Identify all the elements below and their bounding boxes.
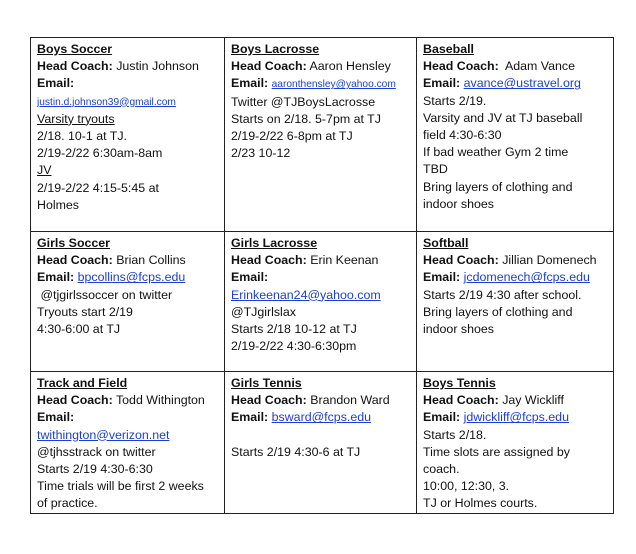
coach-name: Brandon Ward — [310, 393, 390, 408]
sport-title: Boys Lacrosse — [231, 42, 320, 56]
sport-title: Girls Lacrosse — [231, 236, 318, 250]
cell-softball — [417, 232, 614, 372]
info-line: TJ or Holmes courts. — [423, 496, 538, 511]
email-label: Email: — [37, 76, 75, 91]
coach-name: Jay Wickliff — [502, 393, 564, 408]
sports-schedule-table — [30, 37, 614, 514]
email-link[interactable]: bsward@fcps.edu — [271, 410, 372, 425]
info-line: @tjhsstrack on twitter — [37, 444, 156, 459]
email-label: Email: — [231, 270, 269, 285]
info-line: Bring layers of clothing and — [423, 179, 573, 194]
cell-baseball — [417, 38, 614, 232]
cell-girls-lacrosse — [225, 232, 417, 372]
coach-label: Head Coach: — [423, 393, 499, 408]
sport-title: Girls Tennis — [231, 376, 302, 390]
coach-name: Brian Collins — [116, 253, 186, 268]
subheading-varsity: Varsity tryouts — [37, 111, 115, 126]
email-link[interactable]: bpcollins@fcps.edu — [77, 270, 186, 285]
email-label: Email: — [37, 410, 75, 425]
coach-name: Justin Johnson — [116, 59, 199, 74]
info-line: Starts 2/19 4:30-6:30 — [37, 462, 153, 477]
info-line: indoor shoes — [423, 196, 494, 211]
info-line: Holmes — [37, 197, 79, 212]
table-row — [31, 372, 614, 514]
cell-girls-tennis — [225, 372, 417, 514]
info-line: Starts 2/18 10-12 at TJ — [231, 322, 357, 337]
info-line: Starts 2/19. — [423, 93, 487, 108]
info-line: Bring layers of clothing and — [423, 304, 573, 319]
info-line: Time trials will be first 2 weeks — [37, 479, 204, 494]
info-line: @TJgirlslax — [231, 304, 296, 319]
info-line: coach. — [423, 462, 460, 477]
info-line: 2/19-2/22 6:30am-8am — [37, 146, 163, 161]
email-link[interactable]: justin.d.johnson39@gmail.com — [37, 96, 176, 108]
email-label: Email: — [37, 270, 75, 285]
email-label: Email: — [423, 76, 461, 91]
info-line: Tryouts start 2/19 — [37, 304, 133, 319]
email-link[interactable]: jdwickliff@fcps.edu — [463, 410, 569, 425]
cell-boys-tennis — [417, 372, 614, 514]
info-line: 2/19-2/22 4:15-5:45 at — [37, 180, 159, 195]
coach-name: Jillian Domenech — [502, 253, 597, 268]
sport-title: Girls Soccer — [37, 236, 111, 250]
info-line: @tjgirlssoccer on twitter — [37, 287, 173, 302]
coach-label: Head Coach: — [37, 253, 113, 268]
info-line: Starts 2/18. — [423, 427, 487, 442]
email-label: Email: — [231, 410, 269, 425]
cell-boys-lacrosse — [225, 38, 417, 232]
coach-name: Aaron Hensley — [309, 59, 391, 74]
coach-name: Todd Withington — [115, 393, 205, 408]
email-link[interactable]: avance@ustravel.org — [463, 76, 581, 91]
email-label: Email: — [423, 270, 461, 285]
info-line: If bad weather Gym 2 time — [423, 145, 569, 160]
coach-label: Head Coach: — [37, 59, 113, 74]
email-label: Email: — [423, 410, 461, 425]
info-line: field 4:30-6:30 — [423, 128, 502, 143]
cell-girls-soccer — [31, 232, 225, 372]
cell-track-and-field — [31, 372, 225, 514]
coach-name: Adam Vance — [504, 59, 575, 74]
info-line: Starts 2/19 4:30-6 at TJ — [231, 444, 361, 459]
info-line: Starts on 2/18. 5-7pm at TJ — [231, 111, 381, 126]
info-line: 2/19-2/22 4:30-6:30pm — [231, 339, 357, 354]
email-link[interactable]: jcdomenech@fcps.edu — [463, 270, 590, 285]
coach-label: Head Coach: — [231, 59, 307, 74]
coach-label: Head Coach: — [423, 253, 499, 268]
table-row — [31, 232, 614, 372]
coach-name: Erin Keenan — [310, 253, 379, 268]
coach-label: Head Coach: — [423, 59, 499, 74]
info-line: Varsity and JV at TJ baseball — [423, 110, 583, 125]
coach-label: Head Coach: — [231, 393, 307, 408]
info-line: 10:00, 12:30, 3. — [423, 479, 510, 494]
info-line: 2/23 10-12 — [231, 146, 291, 161]
info-line: Twitter @TJBoysLacrosse — [231, 94, 376, 109]
sport-title: Softball — [423, 236, 469, 250]
email-link[interactable]: Erinkeenan24@yahoo.com — [231, 287, 381, 302]
coach-label: Head Coach: — [37, 393, 113, 408]
email-label: Email: — [231, 76, 269, 91]
cell-boys-soccer — [31, 38, 225, 232]
table-row — [31, 38, 614, 232]
info-line: of practice. — [37, 496, 98, 511]
info-line: Time slots are assigned by — [423, 444, 570, 459]
info-line: Starts 2/19 4:30 after school. — [423, 287, 582, 302]
info-line: 4:30-6:00 at TJ — [37, 322, 121, 337]
info-line: 2/19-2/22 6-8pm at TJ — [231, 129, 353, 144]
info-line: indoor shoes — [423, 322, 494, 337]
sport-title: Track and Field — [37, 376, 128, 390]
email-link[interactable]: aaronthensley@yahoo.com — [271, 79, 396, 91]
email-link[interactable]: twithington@verizon.net — [37, 427, 170, 442]
info-line: 2/18. 10-1 at TJ. — [37, 129, 128, 144]
info-line: TBD — [423, 162, 448, 177]
subheading-jv: JV — [37, 163, 52, 178]
blank-line — [231, 427, 412, 444]
sport-title: Boys Tennis — [423, 376, 496, 390]
sport-title: Boys Soccer — [37, 42, 113, 56]
coach-label: Head Coach: — [231, 253, 307, 268]
sport-title: Baseball — [423, 42, 474, 56]
